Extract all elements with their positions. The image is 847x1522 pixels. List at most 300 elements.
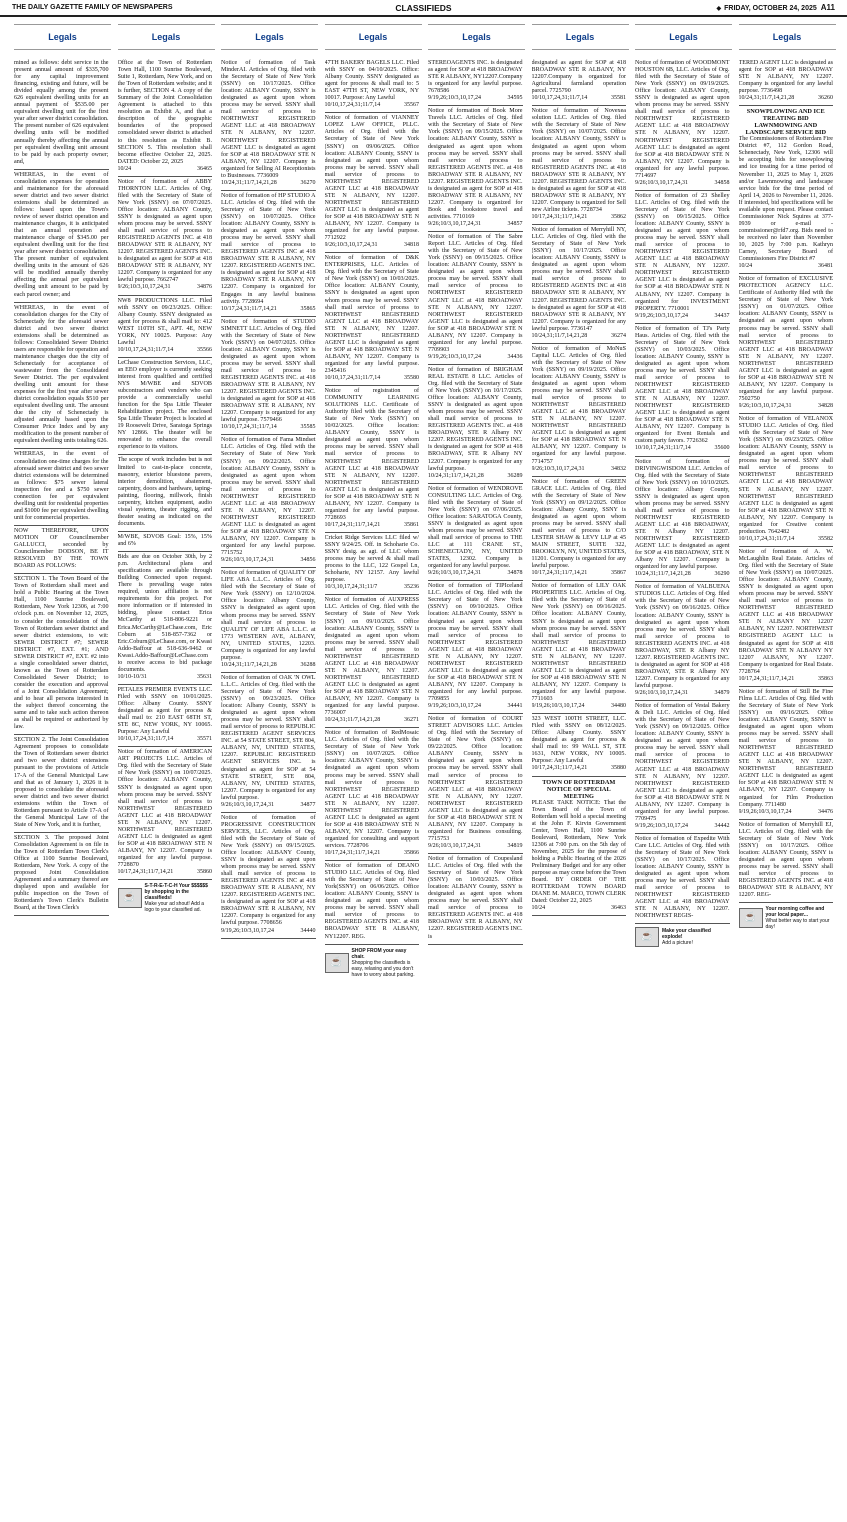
notice-number: 35571 (197, 736, 212, 743)
run-dates: 10/10,17,24,31;11/7,14 (635, 445, 691, 452)
notice-reference (532, 905, 627, 912)
notice-reference (428, 843, 523, 850)
notice-number: 34437 (714, 312, 730, 319)
notice-text: Notice of formation of Book More Travels LLC. Articles of Org. filed with the Secretary of State of New York (SSNY) on 09/15/2025. Office location: ALBANY County, SSNY is designated as agent upon whom process may be served. SSNY shall mail service of process to REGISTERED AGENTS INC. at 418 BROADWAY STE R ALBANY, NY 12207. REGISTERED AGENTS INC. is designated as agent for SOP at 418 BROADWAY STE R ALBANY, NY 12207. Company is organized for Book and bookstore travel and activities. 7710169 (428, 108, 523, 220)
legal-notice (221, 435, 316, 568)
notice-text: WHEREAS, in the event of consolidation one-time charges for the aforesaid sewer district and two sewer district extensions will be determined as follows: $75 sewer lateral inspection fee and a $750 sewer connection fee per equivalent dwelling unit for residential properties and $1000 fee per equivalent dwelling unit for commercial properties. (14, 451, 109, 521)
publication-date: FRIDAY, OCTOBER 24, 2025 (724, 5, 817, 12)
run-dates: 9/26;10/3,10,17,24,31 (324, 242, 378, 249)
legal-notice (635, 58, 730, 191)
legal-notice (428, 232, 523, 365)
legal-notice (14, 526, 109, 574)
notice-reference (221, 802, 316, 809)
classified-promo (739, 903, 834, 930)
notice-reference (532, 466, 627, 473)
run-dates: 10/10,17,24,31;11/7,14 (117, 346, 174, 353)
notice-number: 35581 (611, 95, 626, 102)
notice-reference (635, 445, 730, 452)
notice-reference (532, 95, 627, 102)
legal-notice (428, 581, 523, 714)
legal-notice (221, 317, 316, 436)
legal-notice (14, 170, 109, 303)
notice-number: 34876 (197, 284, 212, 291)
legals-column (14, 32, 109, 1522)
legal-notice (325, 861, 420, 945)
notice-number: 34878 (507, 570, 523, 577)
notice-text: Notice of formation of Novexea solution LLC. Articles of Org. filed with the Secretary of State of New York (SSNY) on 10/07/2025. Office location: ALBANY County, SSNY is designated as agent upon whom process may be served. SSNY shall mail service of process to REGISTERED AGENTS INC. at 418 BROADWAY STE R ALBANY, NY 12207. REGISTERED AGENTS INC. is designated as agent for SOP at 418 BROADWAY STE R ALBANY, NY 12207. Company is organized for Sell new Airline tickets. 7728734 (531, 108, 626, 213)
run-dates: 10/17,24,31;11/7,14,21 (531, 570, 588, 577)
notice-number: 34819 (507, 842, 523, 849)
notice-number: 35580 (404, 375, 419, 382)
notice-text: Notice of formation of HP STUDIO A LLC. Articles of Org. filed with the Secretary of State of New York (SSNY) on 10/07/2025. Office location: ALBANY County, SSNY is designated as agent upon whom process may be served. SSNY shall mail service of process to REGISTERED AGENTS INC at 418 BROADWAY STE R ALBANY, NY 12207. REGISTERED AGENTS INC. is designated as agent for SOP at 418 BROADWAY STE R ALBANY, NY 12207. Company is organized for Engages in any lawful business activity. 7728694 (221, 192, 316, 305)
notice-reference (118, 736, 213, 743)
run-dates: 10/24 (531, 905, 546, 912)
run-dates: 9/19,26;10/3,10,17,24 (635, 822, 689, 829)
column-heading: Legals (325, 24, 422, 50)
run-dates: 9/26;10/3,10,17,24,31 (635, 179, 689, 186)
run-dates: 10/10,17,24,31;11/7,14 (221, 424, 277, 431)
run-dates: 10/24,31;11/7,14,21,28 (221, 661, 277, 668)
notice-text: NW8 PRODUCTIONS LLC. Filed with SSNY on 09/23/2025. Office: Albany County. SSNY designated as agent for process & shall mail to: 412 WEST 110TH ST., APT. 4E, NEW YORK, NY 10025. Purpose: Any Lawful (117, 297, 212, 346)
legal-notice (532, 581, 627, 714)
notice-text: Notice of formation of AUXPRESS LLC. Articles of Org. filed with the Secretary of State of New York (SSNY) on 09/10/2025. Office location: ALBANY County, SSNY is designated as agent upon whom process may be served. SSNY shall mail service of process to NORTHWEST REGISTERED AGENT LLC at 418 BROADWAY STE N ALBANY, NY 12207. NORTHWEST REGISTERED AGENT LLC is designated as agent for SOP at 418 BROADWAY STE N ALBANY, NY 12207. Company is organized for any lawful purpose. 7736007 (324, 597, 419, 717)
run-dates: 9/26;10/3,10,17,24,31 (428, 221, 482, 228)
notice-text: Notice of formation of 23 Shelley LLC. Articles of Org. filed with the Secretary of State of New York (SSNY) on 09/15/2025. Office location: ALBANY County, SSNY is designated as agent upon whom process may be served. SSNY shall mail service of process to NORTHWEST REGISTERED AGENT LLC at 418 BROADWAY STE N ALBANY, NY 12207. NORTHWEST REGISTERED AGENT LLC is designated as agent for SOP at 418 BROADWAY STE N ALBANY, NY 12207. Company is organized for INVESTMENT PROPERTY. 7710001 (635, 192, 730, 312)
column-heading: Legals (118, 24, 215, 50)
run-dates: 9/26;10/3,10,17,24,31 (428, 570, 482, 577)
notice-number: 35566 (197, 346, 212, 353)
legal-notice (635, 324, 730, 457)
notice-reference (221, 662, 316, 669)
notice-text: Notice of formation of STUDIO SIMNETT LLC. Articles of Org. filed with the Secretary of State of New York (SSNY) on 04/07/2025. Office location: ALBANY County, SSNY is designated as agent upon whom process may be served. SSNY shall mail service of process to REGISTERED AGENTS INC. at 418 BROADWAY STE R ALBANY, NY 12207. REGISTERED AGENTS INC. is designated as agent for SOP at 418 BROADWAY STE R ALBANY, NY 12207. Company is organized for any lawful purpose. 7579466 (221, 318, 316, 424)
notice-number: 35600 (714, 445, 730, 452)
notice-text: Notice of formation of Still Be Fine Films LLC. Articles of Org. filed with the Secretary of State of New York (SSNY) on 09/16/2025. Office location: ALBANY County, SSNY is designated as agent upon whom process may be served. SSNY shall mail service of process to NORTHWEST REGISTERED AGENT LLC at 418 BROADWAY STE N ALBANY, NY 12207. NORTHWEST REGISTERED AGENT LLC is designated as agent for SOP at 418 BROADWAY STE N ALBANY, NY 12207. Company is organized for Film Production Company. 7711480 (738, 688, 833, 808)
notice-text: Notice of formation of Coupesland LLC. Articles of Org. filed with the Secretary of State of New York (SSNY) on 10/03/2025. Office location: ALBANY County, SSNY is designated as agent upon whom process may be served. SSNY shall mail service of process to REGISTERED AGENTS INC. at 418 BROADWAY STE R ALBANY, NY 12207. REGISTERED AGENTS INC. is (428, 856, 523, 940)
notice-text: Notice of formation of RedMosaic LLC. Articles of Org. filed with the Secretary of State of New York (SSNY) on 10/07/2025. Office location: ALBANY County, SSNY is designated as agent upon whom process may be served. SSNY shall mail service of process to NORTHWEST REGISTERED AGENT LLC at 418 BROADWAY STE N ALBANY, NY 12207. NORTHWEST REGISTERED AGENT LLC is designated as agent for SOP at 418 BROADWAY STE N ALBANY, NY 12207. Company is organized for consulting and support services. 7728706 (324, 730, 419, 849)
legal-notice (14, 58, 109, 170)
legal-notice (532, 344, 627, 477)
legal-notice (325, 728, 420, 861)
notice-text: Notice of formation of Merryhill NY, LLC. Articles of Org. filed with the Secretary of State of New York (SSNY) on 10/17/2025. Office location: ALBANY County, SSNY is designated as agent upon whom process may be served. SSNY shall mail service of process to REGISTERED AGENTS INC at 418 BROADWAY STE R ALBANY, NY 12207. REGISTERED AGENTS INC. is designated as agent for SOP at 418 BROADWAY STE R ALBANY, NY 12207. Company is organized for any lawful purpose. 7736147 (531, 227, 626, 332)
column-heading: Legals (221, 24, 318, 50)
notice-number: 34436 (507, 353, 523, 360)
notice-text: Bids are due on October 30th, by 2 p.m. Architectural plans and specifications are available through Building Connected upon request. There is prevailing wage rates required, union affiliation is not requirements for this project. For more information or if interested in bidding, please contact Erica McCarthy at 518-806-9221 or Erica.McCarthy@LeChase.com, Eric Coburn at 518-857-7362 or Eric.Coburn@LeChase.com, or Kwasi Addo-Baffour at 518-636-9462 or Kwasi.Addo-Baffour@LeChase.com to receive access to bid package documents. (117, 554, 212, 673)
notice-text: Notice of formation of AMERICAN ART PROJECTS LLC. Articles of Org. filed with the Secretary of State of New York (SSNY) on 10/07/2025. Office location: ALBANY County, SSNY is designated as agent upon whom process may be served. SSNY shall mail service of process to NORTHWEST REGISTERED AGENT LLC at 418 BROADWAY STE N ALBANY, NY 12207. NORTHWEST REGISTERED AGENT LLC is designated as agent for SOP at 418 BROADWAY STE N ALBANY, NY 12207. Company is organized for any lawful purpose. 7728870 (117, 749, 212, 869)
run-dates: 9/26;10/3,10,17,24,31 (738, 403, 792, 410)
notice-reference (221, 180, 316, 187)
legal-notice (532, 777, 627, 917)
legal-notice (532, 225, 627, 344)
notice-number: 34595 (507, 95, 523, 102)
legal-notice (325, 113, 420, 253)
notice-number: 34818 (404, 242, 419, 249)
section-title: CLASSIFIEDS (395, 2, 452, 13)
legal-notice (118, 552, 213, 685)
notice-heading: TOWN OF ROTTERDAM NOTICE OF SPECIAL MEETING (542, 778, 616, 800)
notice-number: 34442 (714, 822, 730, 829)
promo-image-icon: ☕ (635, 927, 659, 947)
notice-reference (118, 166, 213, 173)
notice-number: 36465 (197, 165, 212, 172)
legal-notice (325, 595, 420, 728)
promo-text (662, 928, 730, 946)
legal-notice (14, 574, 109, 735)
column-body (14, 58, 109, 1522)
notice-reference (428, 570, 523, 577)
notice-heading: SNOWPLOWING AND ICE TREATING BID LAWNMOWING AND LANDSCAPE SERVICE BID (745, 108, 827, 137)
classified-promo (635, 924, 730, 947)
notice-text: Notice of formation of DEANO STUDIO LLC. Articles of Org. filed with the Secretary of State of New York(SSNY) on 06/06/2025. Office location: ALBANY County, SSNY is designated as agent upon whom process may be served. SSNY shall mail service of process to REGISTERED AGENTS INC. at 418 BROADWAY STE R ALBANY, NY12207. REG. (324, 863, 419, 940)
run-dates: 9/26;10/3,10,17,24,31 (428, 842, 482, 849)
legal-notice (428, 484, 523, 582)
notice-reference (532, 214, 627, 221)
notice-number: 35880 (611, 765, 626, 772)
notice-number: 35865 (300, 305, 316, 312)
legal-notice (118, 685, 213, 747)
run-dates: 10/24,31;11/7,14,21,28 (324, 717, 381, 724)
notice-text: Notice of formation of GREEN GRACE LLC. Articles of Org. filed with the Secretary of State of New York (SSNY) on 09/12/2025. Office location: Albany County, SSNY is designated as agent upon whom process may be served. SSNY shall mail service of process to C/O LESTER SHAW & LEVY LLP at 45 MAIN STREET, SUITE 322, BROOKLYN, NY, UNITED STATES, 11201. Company is organized for any lawful purpose. (531, 478, 626, 570)
notice-text: Notice of formation of OAK 'N OWL L.L.C.. Articles of Org. filed with the Secretary of State of New York (SSNY) on 09/23/2025. Office location: Albany County, SSNY is designated as agent upon whom process may be served. SSNY shall mail service of process to REPUBLIC REGISTERED AGENT SERVICES INC. at 54 STATE STREET, STE 804, ALBANY, NY, UNITED STATES, 12207. REPUBLIC REGISTERED AGENT SERVICES INC. is designated as agent for SOP at 54 STATE STREET, STE 804, ALBANY, NY, UNITED STATES, 12207. Company is organized for any lawful purpose. (221, 674, 316, 801)
notice-reference (532, 703, 627, 710)
notice-text: Notice of formation of LILY OAK PROPERTIES LLC. Articles of Org. filed with the Secretary of State of New York (SSNY) on 09/16/2025. Office location: ALBANY County, SSNY is designated as agent upon whom process may be served. SSNY shall mail service of process to NORTHWEST REGISTERED AGENT LLC at 418 BROADWAY STE N ALBANY, NY 12207. NORTHWEST REGISTERED AGENT LLC is designated as agent for SOP at 418 BROADWAY STE N ALBANY, NY 12207. Company is organized for any lawful purpose. 7711603 (531, 583, 626, 703)
notice-reference (532, 570, 627, 577)
legal-notice (118, 296, 213, 358)
notice-text: Notice of formation of VALBUENA STUDIOS LLC. Articles of Org. filed with the Secretary of State of New York (SSNY) on 09/16/2025. Office location: ALBANY County, SSNY is designated as agent upon whom process may be served. SSNY shall mail service of process to REGISTERED AGENTS INC. at 418 BROADWAY, STE R Albany NY 12207. REGISTERED AGENTS INC. is designated as agent for SOP at 418 BROADWAY, STE R Albany NY 12207. Company is organized for any lawful purpose. (635, 584, 730, 689)
legal-notice (739, 414, 834, 547)
column-heading: Legals (532, 24, 629, 50)
notice-reference (739, 95, 834, 102)
column-body (635, 58, 730, 1522)
run-dates: 10/17,24,31;11/7,14,21 (221, 305, 277, 312)
legal-notice (428, 106, 523, 232)
run-dates: 9/19,26;10/3,10,17,24 (428, 353, 482, 360)
notice-text: Notice of formation of VELANOX STUDIO LLC. Articles of Org. filed with the Secretary of State of New York (SSNY) on 09/23/2025. Office location: ALBANY County, SSNY is designated as agent upon whom process may be served. SSNY shall mail service of process to NORTHWEST REGISTERED AGENT LLC at 418 BROADWAY STE N ALBANY, NY 12207. NORTHWEST REGISTERED AGENT LLC is designated as agent for SOP at 418 BROADWAY STE N ALBANY, NY 12207. Company is organized for Creative content production. 7642482 (738, 416, 833, 535)
run-dates: 9/19,26;10/3,10,17,24 (428, 95, 482, 102)
notice-reference (635, 313, 730, 320)
run-dates: 10/10,17,24,31;11/7,14 (324, 375, 381, 382)
diamond-icon: ◆ (716, 6, 722, 12)
legal-notice (118, 747, 213, 880)
legal-notice (325, 253, 420, 386)
legal-notice (428, 58, 523, 106)
notice-number: 35236 (404, 584, 419, 591)
notice-text: WHEREAS, in the event of consolidation charges for the City of Schenectady for the aforesaid sewer district and two sewer district extensions shall be determined as follows: Consolidated Sewer District users are responsible for operation and maintenance charges due the city of Schenectady for acceptance of wastewater from the Consolidated Sewer District. The per equivalent dwelling unit amount for these expenses for the first year after sewer district consolidation equals $510 per equivalent dwelling unit. The amount due the city of Schenectady is adjusted annually based upon the Consumer Price Index and by any modification to the present number of equivalent dwelling units totaling 626. (14, 304, 109, 445)
run-dates: 9/26;10/3,10,17,24,31 (221, 801, 275, 808)
page-number: A11 (820, 3, 835, 12)
notice-text: Notice of formation of VIANNEY LOPEZ LAW OFFICE, PLLC. Articles of Org. filed with the Secretary of State of New York (SSNY) on 09/06/2025. Office location: ALBANY County, SSNY is designated as agent upon whom process may be served. SSNY shall mail service of process to NORTHWEST REGISTERED AGENT LLC at 418 BROADWAY STE N ALBANY, NY 12207. NORTHWEST REGISTERED AGENT LLC is designated as agent for SOP at 418 BROADWAY STE N ALBANY, NY 12207. Company is organized for any lawful purpose. 7712922 (324, 115, 419, 242)
notice-reference (532, 765, 627, 772)
legal-notice (221, 568, 316, 673)
notice-reference (221, 928, 316, 935)
promo-text (145, 883, 213, 913)
notice-text: Notice of formation of WENDROVE CONSULTING LLC. Articles of Org. filed with the Secretary of State of New York (SSNY) on 07/06/2025. Office location: SARATOGA County, SSNY is designated as agent upon whom process may be served. SSNY shall mail service of process to THE LLC at 111 CRANE ST., SCHENECTADY, NY, UNITED STATES, 12302. Company is organized for any lawful purpose. (428, 485, 523, 570)
column-heading: Legals (428, 24, 525, 50)
notice-text: mined as follows: debt service in the present annual amount of $335,700 for any capital improvement financing, existing and future, will be divided equally among the present 626 equivalent dwelling units for an annual payment of $535.00 per equivalent dwelling unit for the first year after sewer district consolidation. The present number of 626 equivalent dwelling units will be modified annually thereby affecting the annual per equivalent dwelling unit amount to be paid by each property owner; and, (14, 60, 109, 165)
notice-text: WHEREAS, in the event of consolidation expenses for operation and maintenance for the aforesaid sewer district and two sewer district extensions shall be determined as follows: based upon the Town's review of sewer district operation and maintenance charges, it is anticipated that an annual operation and maintenance charge of $345.00 per equivalent dwelling unit for the first year after sewer district consolidation. The present number of equivalent dwelling units in the amount of 626 will be modified annually thereby affecting the annual per equivalent dwelling unit amount to be paid by each parcel owner; and (14, 171, 109, 298)
run-dates: 9/19,26;10/3,10,17,24 (531, 703, 585, 710)
notice-text: Notice of formation of D&K ENTERPRISES, LLC. Articles of Org. filed with the Secretary of State of New York (SSNY) on 10/03/2025. Office location: ALBANY County, SSNY is designated as agent upon whom process may be served. SSNY shall mail service of process to NORTHWEST REGISTERED AGENT LLC at 418 BROADWAY STE N ALBANY, NY 12207. NORTHWEST REGISTERED AGENT LLC is designated as agent for SOP at 418 BROADWAY STE N ALBANY, NY 12207. Company is organized for any lawful purpose. 2345416 (324, 255, 419, 374)
legal-notice (221, 813, 316, 939)
run-dates: 10/10,17,24,31;11/7,14 (117, 736, 174, 743)
notice-reference (221, 557, 316, 564)
promo-title: Your morning coffee and your local paper... (765, 906, 825, 919)
notice-reference (739, 809, 834, 816)
notice-number: 36288 (300, 661, 316, 668)
run-dates: 10/17,24,31;11/7,14,21 (531, 213, 588, 220)
legal-notice (635, 701, 730, 834)
notice-text: 47TH BAKERY BAGELS LLC. Filed with SSNY on 04/10/2025. Office: Albany County. SSNY designated as agent for process & shall mail to: 5 EAST 47TH ST, NEW YORK, NY 10017. Purpose: Any Lawful (324, 60, 419, 102)
legal-notice (118, 58, 213, 177)
notice-reference (635, 180, 730, 187)
notice-reference (428, 473, 523, 480)
notice-text: Notice of formation of EXCLUSIVE PROTECTION AGENCY LLC. Certificate of Authority filed with the Secretary of State of New York (SSNY) on 01/07/2025. Office location: ALBANY County, SSNY is designated as agent upon whom process may be served. SSNY shall mail service of process to NORTHWEST REGISTERED AGENT LLC at 418 BROADWAY STE N ALBANY, NY 12207. NORTHWEST REGISTERED AGENT LLC is designated as agent for SOP at 418 BROADWAY STE N ALBANY, NY 12207. Company is organized for any lawful purpose. 7502750 (738, 276, 833, 402)
run-dates: 10/24,31;11/7,14,21,28 (635, 571, 691, 578)
notice-text: TERED AGENT LLC is designated as agent for SOP at 418 BROADWAY STE N ALBANY, NY 12207. Company is organized for any lawful purpose. 7736498 (738, 60, 833, 95)
notice-reference (325, 242, 420, 249)
notice-text: The scope of work includes but is not limited to cast-in-place concrete, masonry, exterior bluestone pavers, interior demolition, abatement, carpentry, doors and hardware, taping-painting, flooring, millwork, finish carpentry, kitchen equipment, audio visual systems, theater rigging, and theater seating as indicated on the documents. (117, 457, 212, 527)
notice-text: Notice of formation of Fama Mindset LLC. Articles of Org. filed with the Secretary of State of New York (SSNY) on 09/22/2025. Office location: ALBANY County, SSNY is designated as agent upon whom process may be served. SSNY shall mail service of process to NORTHWEST REGISTERED AGENT LLC at 418 BROADWAY STE N ALBANY, NY 12207. NORTHWEST REGISTERED AGENT LLC is designated as agent for SOP at 418 BROADWAY STE N ALBANY, NY 12207. Company is organized for any lawful purpose. 7715752 (221, 437, 316, 557)
run-dates: 10/24,31;11/7,14,21,28 (531, 332, 588, 339)
notice-reference (118, 284, 213, 291)
notice-text: Notice of registration of COMMUNITY LEARNING SOLUTIONS LLC. Certificate of Authority filed with the Secretary of State of New York (SSNY) on 10/02/2025. Office location: ALBANY County, SSNY is designated as agent upon whom process may be served. SSNY shall mail service of process to NORTHWEST REGISTERED AGENT LLC at 418 BROADWAY STE N ALBANY, NY 12207. NORTHWEST REGISTERED AGENT LLC is designated as agent for SOP at 418 BROADWAY STE N ALBANY, NY 12207. Company is organized for any lawful purpose. 7728693 (324, 388, 419, 521)
notice-text: Notice of formation of QUALITY OF LIFE ABA L.L.C.. Articles of Org. filed with the Secretary of State of New York (SSNY) on 12/10/2024. Office location: Albany County, SSNY is designated as agent upon whom process may be served. SSNY shall mail service of process to QUALITY OF LIFE ABA L.L.C. at 1773 WESTERN AVE, ALBANY, NY, UNITED STATES, 12203. Company is organized for any lawful purpose. (221, 570, 316, 661)
run-dates: 10/24,31;11/7,14,21,28 (221, 179, 277, 186)
legal-notice (739, 106, 834, 274)
run-dates: 10/10,17,24,31;11/7,14 (531, 95, 588, 102)
promo-text (766, 906, 834, 930)
run-dates: 9/26;10/3,10,17,24,31 (531, 465, 585, 472)
notice-text: Notice of formation of Vestal Bakery & Deli LLC. Articles of Org. filed with the Secretary of State of New York (SSNY) on 09/12/2025. Office location: ALBANY County, SSNY is designated as agent upon whom process may be served. SSNY shall mail service of process to NORTHWEST REGISTERED AGENT LLC at 418 BROADWAY STE N ALBANY, NY 12207. NORTHWEST REGISTERED AGENT LLC is designated as agent for SOP at 418 BROADWAY STE N ALBANY, NY 12207. Company is organized for any lawful purpose. 7709475 (635, 703, 730, 822)
notice-text: Notice of formation of COURT STREET ADVISORS LLC. Articles of Org. filed with the Secretary of State of New York (SSNY) on 09/22/2025. Office location: ALBANY County, SSNY is designated as agent upon whom process may be served. SSNY shall mail service of process to NORTHWEST REGISTERED AGENT LLC at 418 BROADWAY STE N ALBANY, NY 12207. NORTHWEST REGISTERED AGENT LLC is designated as agent for SOP at 418 BROADWAY STE N ALBANY, NY 12207. Company is organized for Business consulting. 7715753 (428, 716, 523, 842)
run-dates: 10/24,31;11/7,14,21,28 (738, 95, 795, 102)
legals-column (738, 32, 834, 1522)
legal-notice (221, 673, 316, 813)
legal-notice (118, 358, 213, 456)
notice-reference (118, 347, 213, 354)
notice-reference (428, 354, 523, 361)
notice-reference (325, 102, 420, 109)
run-dates: 9/19,26;10/3,10,17,24 (428, 703, 482, 710)
notice-text: Notice of formation of Task MinderAI. Articles of Org. filed with the Secretary of State of New York (SSNY) on 10/17/2025. Office location: ALBANY County, SSNY is designated as agent upon whom process may be served. SSNY shall mail service of process to NORTHWEST REGISTERED AGENT LLC at 418 BROADWAY STE N ALBANY, NY 12207. NORTHWEST REGISTERED AGENT LLC is designated as agent for SOP at 418 BROADWAY STE N ALBANY, NY 12207. Company is organized for Selling AI Receptionists to Businesses. 7736009 (221, 60, 316, 179)
promo-image-icon: ☕ (118, 888, 142, 908)
run-dates: 9/26;10/3,10,17,24,31 (221, 557, 275, 564)
notice-text: LeChase Construction Services, LLC, an EEO employer is currently seeking interest from qualified and certified NYS M/WBE and SDVOB subcontractors and vendors who can provide a commercially useful function for the Spa Little Theater Rehabilitation project. The enclosed Spa Little Theater Project is located at 19 Roosevelt Drive, Saratoga Springs NY 12866. The theater will be renovated to enhance the overall experience to its visitors. (117, 359, 212, 451)
notice-number: 35582 (818, 535, 833, 542)
column-heading: Legals (635, 24, 732, 50)
promo-title: SHOP FROM your easy chair. (351, 947, 407, 960)
notice-number: 35863 (818, 675, 833, 682)
notice-reference (118, 869, 213, 876)
column-body (428, 58, 523, 1522)
legal-notice (739, 58, 834, 106)
promo-body: What better way to start your day! (765, 918, 830, 931)
classified-promo (325, 945, 420, 978)
legal-notice (325, 58, 420, 113)
date-line (561, 3, 835, 12)
run-dates: 10/17,24,31;11/7,14,21 (117, 869, 174, 876)
run-dates: 9/19,26;10/3,10,17,24 (635, 312, 689, 319)
notice-text: NOW THEREFORE, UPON MOTION OF Councilmember GALLUCCI, seconded by Councilmember DODSON, BE IT RESOLVED BY THE TOWN BOARD AS FOLLOWS: (14, 527, 109, 570)
notice-number: 35866 (404, 850, 419, 857)
notice-text: Notice of formation of PROGRESSIVE CONSTRUCTION SERVICES, LLC. Articles of Org. filed with the Secretary of State of New York (SSNY) on 09/15/2025. Office location: ALBANY County, SSNY is designated as agent upon whom process may be served. SSNY shall mail service of process to REGISTERED AGENTS INC at 418 BROADWAY STE R ALBANY, NY 12207. REGISTERED AGENTS INC. is designated as agent for SOP at 418 BROADWAY STE R ALBANY, NY 12207. Company is organized for any lawful purpose. 7708656 (221, 814, 316, 927)
masthead (0, 0, 847, 17)
promo-text (352, 948, 420, 978)
column-body (739, 58, 834, 1522)
notice-reference (532, 333, 627, 340)
run-dates: 10/10,17,24,31;11/7,14 (324, 102, 381, 109)
notice-text: Cricket Ridge Services LLC filed w/ SSNY 9/24/25. Off. in Schoharie Co. SSNY desig. as agt. of LLC whom process may be served & shall mail process to the LLC, 122 Gospel Ln, Schoharie, NY 12157. Any lawful purpose. (324, 535, 419, 584)
notice-reference (221, 424, 316, 431)
run-dates: 10/24,31;11/7,14,21,28 (428, 472, 484, 479)
legal-notice (118, 532, 213, 552)
legal-notice (428, 854, 523, 945)
notice-reference (325, 522, 420, 529)
notice-number: 34440 (300, 927, 316, 934)
notice-reference (428, 95, 523, 102)
run-dates: 10/17,24,31;11/7,14,21 (738, 675, 795, 682)
notice-reference (739, 536, 834, 543)
notice-number: 34858 (714, 179, 730, 186)
notice-text: Notice of formation of Expedite With Care LLC. Articles of Org. filed with the Secretary of State of New York (SSNY) on 10/17/2025. Office location: ALBANY County, SSNY is designated as agent upon whom process may be served. SSNY shall mail service of process to NORTHWEST REGISTERED AGENT LLC at 418 BROADWAY STE N ALBANY, NY 12207. NORTHWEST REGIS- (635, 835, 730, 920)
notice-text: Notice of formation of ABBY THORNTON LLC. Articles of Org. filed with the Secretary of State of New York (SSNY) on 07/07/2025. Office location: ALBANY County, SSNY is designated as agent upon whom process may be served. SSNY shall mail service of process to REGISTERED AGENTS INC. at 418 BROADWAY STE R ALBANY, NY 12207. REGISTERED AGENTS INC. is designated as agent for SOP at 418 BROADWAY STE R ALBANY, NY 12207. Company is organized for any lawful purpose. 7662747 (117, 178, 212, 284)
column-body (221, 58, 316, 1522)
notice-text: M/WBE, SDVOB Goal: 15%, 15% and 6% (117, 533, 212, 547)
notice-reference (325, 850, 420, 857)
promo-body: Make your ad shout! Add a logo to your classified ad. (144, 901, 204, 914)
notice-number: 35861 (404, 521, 419, 528)
notice-reference (739, 263, 834, 270)
notice-reference (739, 403, 834, 410)
legal-notice (221, 191, 316, 317)
notice-reference (428, 703, 523, 710)
notice-reference (635, 823, 730, 830)
notice-reference (325, 375, 420, 382)
legal-notice (14, 833, 109, 917)
promo-title: Make your classified explode! (662, 928, 711, 941)
run-dates: 10/17,24,31;11/7,14,21 (531, 765, 588, 772)
publication-name: THE DAILY GAZETTE FAMILY OF NEWSPAPERS (12, 4, 173, 11)
legal-notice (532, 106, 627, 225)
column-body (532, 58, 627, 1522)
notice-reference (325, 717, 420, 724)
notice-text: Notice of formation of TIPIceland LLC. Articles of Org. filed with the Secretary of State of New York (SSNY) on 09/10/2025. Office location: ALBANY County, SSNY is designated as agent upon whom process may be served. SSNY shall mail service of process to NORTHWEST REGISTERED AGENT LLC at 418 BROADWAY STE N ALBANY, NY 12207. NORTHWEST REGISTERED AGENT LLC is designated as agent for SOP at 418 BROADWAY STE N ALBANY, NY 12207. Company is organized for any lawful purpose. 7709855 (428, 583, 523, 703)
notice-number: 36289 (507, 472, 523, 479)
legal-notice (221, 58, 316, 191)
notice-number: 36270 (300, 179, 316, 186)
notice-text: Office at the Town of Rotterdam Town Hall, 1100 Sunrise Boulevard, Suite 1, Rotterdam, New York, and on the Town of Rotterdam website; and it is further, SECTION 4. A copy of the Summary of the Joint Consolidation Agreement is attached to this resolution as Exhibit A, and that a description of the geographic boundaries of the proposed consolidated sewer district is attached to this resolution as Exhibit B. SECTION 5. This resolution shall become effective October 22, 2025. DATED: October 22, 2025 (117, 60, 212, 165)
column-body (325, 58, 420, 1522)
legal-notice (14, 735, 109, 833)
promo-body: Add a picture! (662, 940, 693, 947)
notice-text: Notice of formation of TJ's Party Haus. Articles of Org. filed with the Secretary of State of New York (SSNY) on 10/03/2025. Office location: ALBANY County, SSNY is designated as agent upon whom process may be served. SSNY shall mail service of process to NORTHWEST REGISTERED AGENT LLC at 418 BROADWAY STE N ALBANY, NY 12207. NORTHWEST REGISTERED AGENT LLC is designated as agent for SOP at 418 BROADWAY STE N ALBANY, NY 12207. Company is organized for Event Rentals and custom party favors. 7726362 (635, 325, 730, 445)
notice-text: SECTION 2. The Joint Consolidation Agreement proposes to consolidate the Town of Rotterdam sewer district and two sewer district extensions pursuant to the provisions of Article 17-A of the General Municipal Law and that as of January 1, 2026 it is proposed to consolidate the aforesaid sewer district and two sewer district extensions within the Town of Rotterdam pursuant to Article 17-A of the General Municipal Law of the State of New York, and it is further, (14, 737, 109, 828)
legal-notice (14, 303, 109, 450)
run-dates: 9/19,26;10/3,10,17,24 (738, 808, 792, 815)
notice-number: 36463 (611, 905, 626, 912)
notice-text: Notice of formation of The Sabre Report LLC. Articles of Org. filed with the Secretary of State of New York (SSNY) on 09/15/2025. Office location: ALBANY County, SSNY is designated as agent upon whom process may be served. SSNY shall mail service of process to NORTHWEST REGISTERED AGENT LLC at 418 BROADWAY STE N ALBANY, NY 12207. NORTHWEST REGISTERED AGENT LLC is designated as agent for SOP at 418 BROADWAY STE N ALBANY, NY 12207. Company is organized for any lawful purpose. 7709903 (428, 234, 523, 353)
notice-text: PETALES PREMIER EVENTS LLC. Filed with SSNY on 10/01/2025. Office: Albany County. SSNY designated as agent for process & shall mail to: 210 EAST 68TH ST, STE 8C, NEW YORK, NY 10065. Purpose: Any Lawful (117, 686, 212, 736)
legal-notice (635, 191, 730, 324)
legal-notice (118, 455, 213, 531)
classified-promo (118, 880, 213, 913)
notice-text: Notice of formation of BRIGHAM REAL ESTATE 8 LLC. Articles of Org. filed with the Secretary of State of New York (SSNY) on 10/17/2025. Office location: ALBANY County, SSNY is designated as agent upon whom process may be served. SSNY shall mail service of process to REGISTERED AGENTS INC. at 418 BROADWAY, STE R Albany NY 12207. REGISTERED AGENTS INC. is designated as agent for SOP at 418 BROADWAY, STE R Albany NY 12207. Company is organized for any lawful purpose. (428, 366, 523, 472)
run-dates: 10/10,17,24,31;11/7,14 (738, 535, 795, 542)
notice-text: The Commissioners of Rotterdam Fire District #7, 112 Gordon Road, Schenectady, New York, 12306 will be accepting bids for snowplowing and ice treating for a time period of November 11, 2025 to May 1, 2026 and/or Lawnmowing and landscape service bids for the time period of April 14, 2026 to November 11, 2026. If interested, bid specifications will be available upon request. Please contact Commissioner Nick Squires at 377-0939 or e-mail - commissioner@rfd7.org. Bids need to be received no later than November 10, 2025 by 7:00 p.m. Kathryn Carney, Secretary Board of Commissioners Fire District #7 (738, 136, 833, 263)
run-dates: 9/19,26;10/3,10,17,24 (221, 927, 275, 934)
legal-notice (428, 714, 523, 854)
legals-column (531, 32, 627, 1522)
column-body (118, 58, 213, 1522)
notice-number: 36290 (714, 571, 730, 578)
notice-text: designated as agent for SOP at 418 BROADWAY STE R ALBANY, NY 12207.Company is organized for Agricultural farmland operation parcel. 7725790 (531, 60, 626, 95)
notice-number: 36271 (404, 717, 419, 724)
run-dates: 9/26;10/3,10,17,24,31 (635, 690, 689, 697)
run-dates: 10/17,24,31;11/7,14,21 (324, 521, 381, 528)
legals-column (635, 32, 730, 1522)
legal-notice (532, 58, 627, 106)
run-dates: 10/3,10,17,24,31;11/7 (324, 584, 378, 591)
legal-notice (14, 449, 109, 525)
legal-notice (325, 533, 420, 595)
legal-notice (118, 177, 213, 296)
legal-notice (532, 714, 627, 776)
notice-reference (635, 571, 730, 578)
notice-number: 34480 (611, 703, 626, 710)
notice-text: Notice of formation of DRIVINGWISDOM LLC. Articles of Org. filed with the Secretary of State of New York (SSNY) on 10/10/2025. Office location: Albany County, SSNY is designated as agent upon whom process may be served. SSNY shall mail service of process to NORTHWEST REGISTERED AGENT LLC at 418 BROADWAY, STE N Albany NY 12207. NORTHWEST REGISTERED AGENT LLC is designated as agent for SOP at 418 BROADWAY, STE N Albany NY 12207. Company is organized for any lawful purpose. (635, 458, 730, 571)
notice-number: 35585 (300, 424, 316, 431)
notice-text: SECTION 1. The Town Board of the Town of Rotterdam shall meet and hold a Public Hearing at the Town Hall, 1100 Sunrise Boulevard, Rotterdam, New York 12306, at 7:00 o'clock p.m. on November 12, 2025, to consider the consolidation of the Town of Rotterdam sewer district and sewer district extensions, to wit: SEWER DISTRICT #7; SEWER DISTRICT #7, EXT. #1; AND SEWER DISTRICT #7, EXT. #2 into a single consolidated sewer district, known as the Town of Rotterdam Consolidated Sewer District; to consider the execution and approval of a Joint Consolidation Agreement; and to hear all persons interested in the subject thereof concerning the same and to take such action thereon as shall be required or authorized by law. (14, 576, 109, 731)
notice-reference (325, 584, 420, 591)
legal-notice (325, 386, 420, 533)
notice-number: 36481 (818, 263, 833, 270)
notice-number: 34828 (818, 403, 833, 410)
notice-number: 36274 (611, 332, 626, 339)
notice-reference (221, 306, 316, 313)
legals-column (428, 32, 523, 1522)
legal-notice (739, 547, 834, 687)
notice-reference (739, 676, 834, 683)
legal-notice (635, 457, 730, 583)
legal-notice (739, 274, 834, 414)
legal-notice (739, 820, 834, 904)
legals-column (324, 32, 420, 1522)
run-dates: 10/17,24,31;11/7,14,21 (324, 850, 381, 857)
notice-text: 323 WEST 100TH STREET, LLC. Filed with SSNY on 08/12/2025. Office: Albany County. SSNY designated as agent for process & shall mail to: 99 WALL ST, STE 1631, NEW YORK, NY 10005. Purpose: Any Lawful (531, 716, 626, 765)
notice-number: 35860 (197, 869, 212, 876)
column-heading: Legals (14, 24, 111, 50)
run-dates: 10/10-10/31 (117, 673, 147, 680)
notice-text: Notice of formation of MoNuS Capital LLC. Articles of Org. filed with the Secretary of State of New York (SSNY) on 09/19/2025. Office location: ALBANY County, SSNY is designated as agent upon whom process may be served. SSNY shall mail service of process to NORTHWEST REGISTERED AGENT LLC at 418 BROADWAY STE N ALBANY, NY 12207. NORTHWEST REGISTERED AGENT LLC is designated as agent for SOP at 418 BROADWAY STE N ALBANY, NY 12207. Company is organized for any lawful purpose. 7714757 (531, 345, 626, 465)
run-dates: 10/24 (117, 165, 132, 172)
notice-reference (118, 674, 213, 681)
notice-text: Notice of formation of WOODMONT HOUSTON 6B, LLC. Articles of Org. filed with the Secretary of State of New York (SSNY) on 09/19/2025. Office location: ALBANY County, SSNY is designated as agent upon whom process may be served. SSNY shall mail service of process to NORTHWEST REGISTERED AGENT LLC at 418 BROADWAY STE N ALBANY, NY 12207. NORTHWEST REGISTERED AGENT LLC is designated as agent for SOP at 418 BROADWAY STE N ALBANY, NY 12207. Company is organized for any lawful purpose. 7714697 (635, 60, 730, 179)
notice-number: 36260 (818, 95, 833, 102)
notice-text: PLEASE TAKE NOTICE: That the Town Board of the Town of Rotterdam will hold a special meeting at the John F. Kirvin Government Center, Town Hall, 1100 Sunrise Boulevard, Rotterdam, New York 12306 at 7:00 p.m. on the 5th day of November, 2025 for the purpose of holding a Public Hearing of the 2026 Preliminary Budget and for any other purpose as may come before the Town Board. BY ORDER OF THE ROTTERDAM TOWN BOARD DIANE M. MARCO, TOWN CLERK Dated: October 22, 2025 (531, 799, 626, 905)
notice-number: 34857 (507, 221, 523, 228)
notice-text: Notice of formation of Merryhill EJ, LLC. Articles of Org. filed with the Secretary of State of New York (SSNY) on 10/17/2025. Office location: ALBANY County, SSNY is designated as agent upon whom process may be served. SSNY shall mail service of process to REGISTERED AGENTS INC. at 418 BROADWAY STE R ALBANY, NY 12207. REG- (738, 821, 833, 899)
notice-number: 35631 (197, 673, 212, 680)
notice-number: 34877 (300, 801, 316, 808)
legal-notice (428, 365, 523, 484)
promo-image-icon: ☕ (739, 908, 763, 928)
notice-number: 34856 (300, 557, 316, 564)
run-dates: 10/24 (738, 263, 753, 270)
legal-notice (532, 477, 627, 582)
notice-text: STEREOAGENTS INC. is designated as agent for SOP at 418 BROADWAY STE R ALBANY, NY12207.Company is organized for any lawful purpose. 7678586 (428, 60, 523, 95)
legals-column (117, 32, 213, 1522)
notice-number: 35867 (611, 570, 626, 577)
notice-number: 34441 (507, 703, 523, 710)
